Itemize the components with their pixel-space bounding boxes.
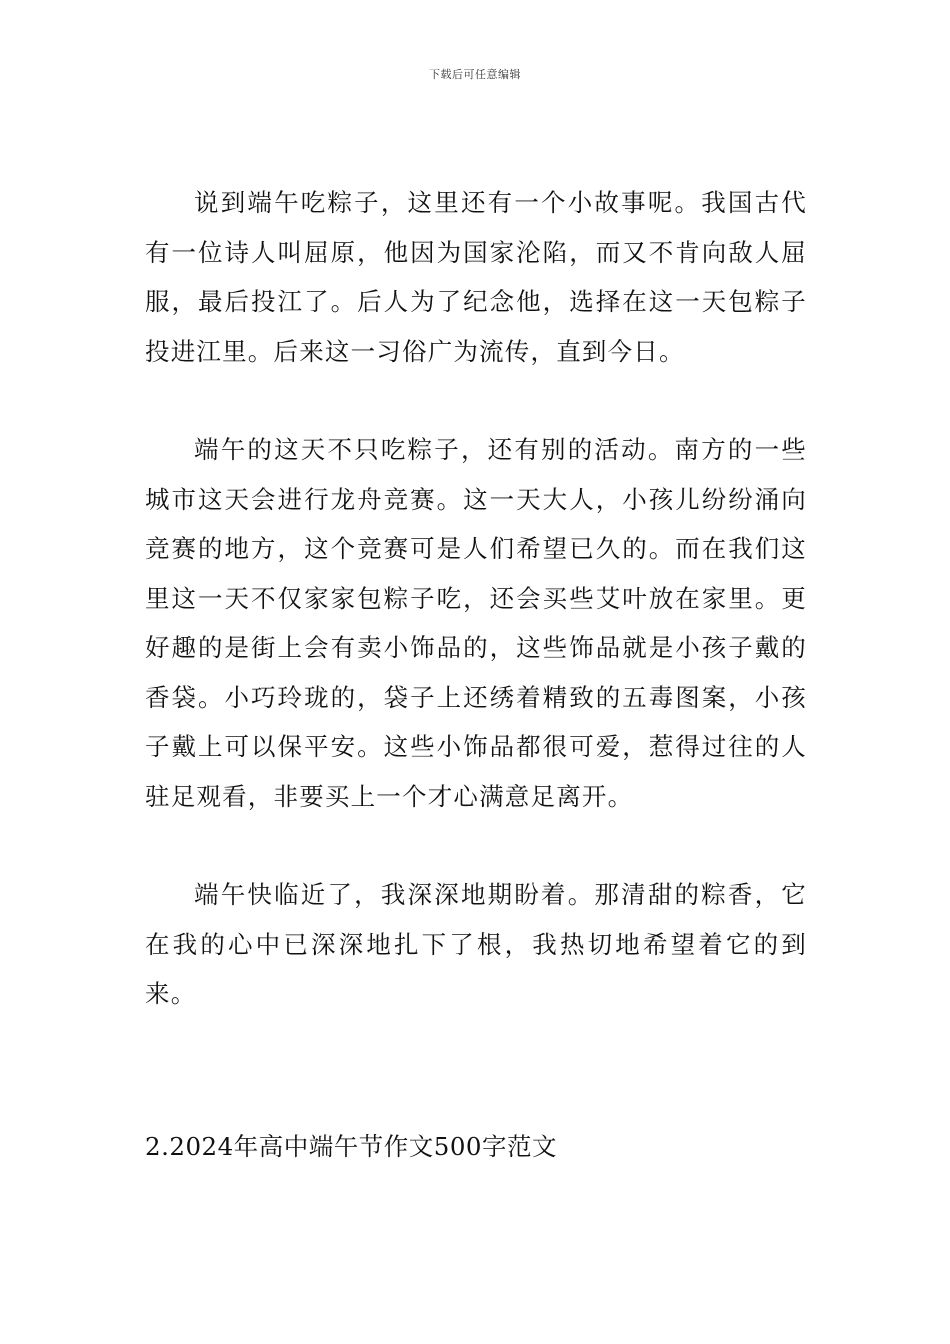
paragraph-1: 说到端午吃粽子，这里还有一个小故事呢。我国古代有一位诗人叫屈原，他因为国家沦陷，而又不肯向敌人屈服，最后投江了。后人为了纪念他，选择在这一天包粽子投进江里。后来这一习俗广为流传，直到今日。 <box>145 188 807 366</box>
paragraph-2: 端午的这天不只吃粽子，还有别的活动。南方的一些城市这天会进行龙舟竞赛。这一天大人，小孩儿纷纷涌向竞赛的地方，这个竞赛可是人们希望已久的。而在我们这里这一天不仅家家包粽子吃，还会买些艾叶放在家里。更好趣的是街上会有卖小饰品的，这些饰品就是小孩子戴的香袋。小巧玲珑的，袋子上还绣着精致的五毒图案，小孩子戴上可以保平安。这些小饰品都很可爱，惹得过往的人驻足观看，非要买上一个才心满意足离开。 <box>145 435 807 811</box>
section-heading: 2.2024年高中端午节作文500字范文 <box>145 1132 557 1161</box>
page-header: 下载后可任意编辑 <box>429 68 521 81</box>
paragraph-3: 端午快临近了，我深深地期盼着。那清甜的粽香，它在我的心中已深深地扎下了根，我热切地希望着它的到来。 <box>145 880 807 1008</box>
document-body <box>145 178 807 1019</box>
